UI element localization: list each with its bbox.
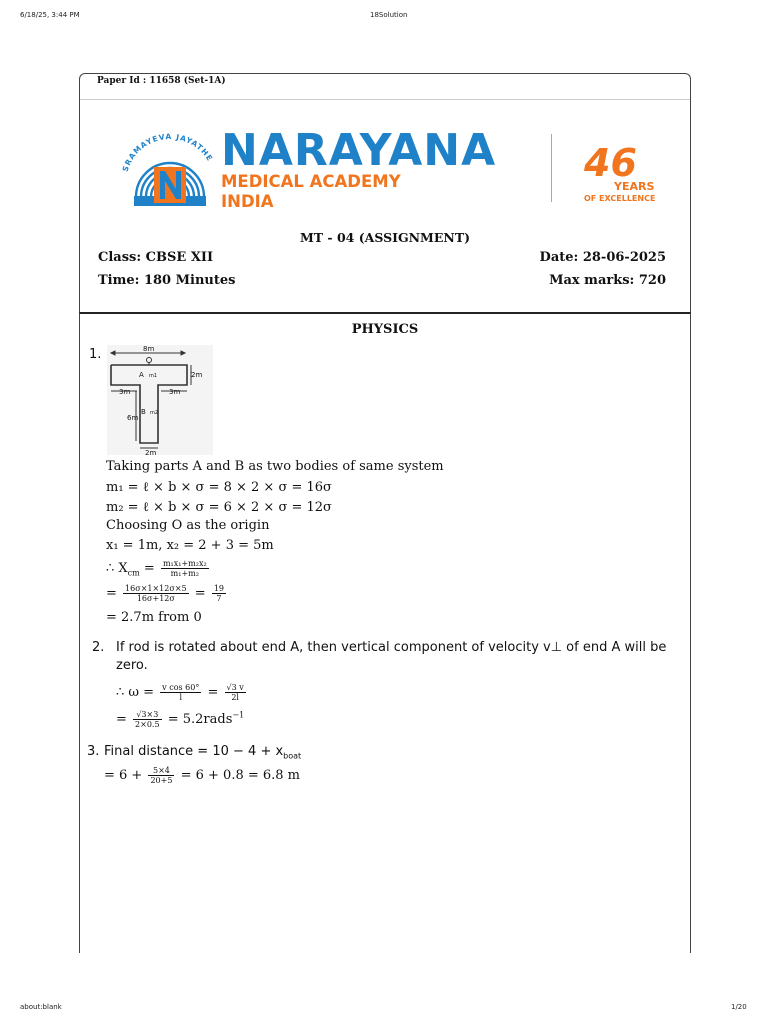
figure-label-height: 6m — [127, 414, 139, 422]
header-divider — [80, 99, 690, 100]
q1-line1: Taking parts A and B as two bodies of same system — [106, 459, 444, 474]
q1-line7-fraction — [123, 584, 189, 603]
logo-divider — [551, 134, 552, 202]
q2-line1-lhs: ∴ ω = — [116, 685, 155, 700]
q1-line6-den: m₁+m₂ — [170, 569, 199, 578]
q3-line1-rhs: = 6 + 0.8 = 6.8 m — [180, 768, 301, 783]
exam-class: Class: CBSE XII — [98, 250, 214, 265]
years-tag: OF EXCELLENCE — [584, 194, 656, 203]
q2-line2-sup: −1 — [232, 710, 245, 720]
q2-line1-eq: = — [207, 685, 219, 700]
q2-line2-fraction — [133, 710, 162, 729]
years-badge-icon — [582, 138, 662, 204]
q3-text — [104, 744, 301, 761]
q1-line7-num: 16σ×1×12σ×5 — [125, 584, 187, 593]
narayana-emblem-icon — [114, 127, 226, 209]
q3-text-sub: boat — [283, 751, 302, 761]
figure-label-b: B — [141, 408, 146, 416]
svg-text:SRAMAYEVA JAYATHE — [121, 132, 215, 173]
q3-line1-fraction — [148, 766, 174, 785]
q1-line8: = 2.7m from 0 — [106, 610, 202, 625]
q2-line2-den: 2×0.5 — [135, 720, 160, 729]
question-number: 1. — [89, 347, 102, 362]
q1-line2: m₁ = ℓ × b × σ = 8 × 2 × σ = 16σ — [106, 480, 332, 495]
q2-line1-den2: 2l — [231, 693, 239, 702]
figure-label-right: 3m — [169, 388, 181, 396]
q2-text1: If rod is rotated about end A, then vertical component of velocity v⊥ of end A will be — [116, 640, 667, 655]
q3-text-main: Final distance = 10 − 4 + x — [104, 744, 284, 759]
t-shape-figure — [107, 345, 213, 455]
q1-line7 — [106, 584, 228, 603]
section-title: PHYSICS — [351, 322, 419, 337]
print-page-title: 18Solution — [370, 11, 408, 19]
logo-motto: SRAMAYEVA JAYATHE — [120, 131, 215, 173]
figure-label-m2: m2 — [150, 410, 159, 416]
q1-line6-eq: = — [143, 561, 155, 576]
q1-line6-lhs: ∴ X — [106, 561, 128, 576]
q2-line1 — [116, 683, 248, 702]
q2-line1-fraction2 — [225, 683, 246, 702]
q3-line1-lhs: = 6 + — [104, 768, 143, 783]
q1-line7-fraction2 — [212, 584, 226, 603]
q1-line7-eq: = — [106, 586, 117, 601]
q2-line1-fraction — [160, 683, 201, 702]
q1-line7-num2: 19 — [213, 584, 224, 593]
q1-line7-eq2: = — [194, 586, 206, 601]
q1-line4: Choosing O as the origin — [106, 518, 270, 533]
q1-line6-num: m₁x₁+m₂x₂ — [162, 559, 207, 568]
q1-line6-fraction — [161, 559, 209, 578]
q2-text2: zero. — [116, 658, 148, 673]
q2-line1-num2: √3 v — [226, 683, 244, 692]
brand-subtitle — [221, 172, 401, 212]
brand-sub-line1: MEDICAL ACADEMY — [221, 172, 401, 191]
q3-line1 — [104, 766, 300, 785]
paper-id: Paper Id : 11658 (Set-1A) — [97, 76, 226, 86]
figure-label-top: 8m — [143, 345, 155, 353]
q2-line1-num: v cos 60° — [162, 683, 200, 692]
figure-label-bottom: 2m — [145, 449, 157, 455]
exam-time: Time: 180 Minutes — [98, 273, 236, 288]
q2-line2-rhs: = 5.2rads — [167, 712, 233, 727]
q3-line1-den: 20+5 — [150, 776, 173, 785]
exam-date: Date: 28-06-2025 — [539, 250, 666, 265]
figure-label-side: 2m — [191, 371, 203, 379]
exam-title: MT - 04 (ASSIGNMENT) — [299, 230, 471, 245]
q1-line6 — [106, 559, 211, 578]
print-page-count: 1/20 — [731, 1003, 747, 1011]
figure-label-a: A — [139, 371, 144, 379]
q2-line2-num: √3×3 — [133, 710, 162, 720]
brand-name: NARAYANA — [221, 125, 497, 176]
figure-label-left: 3m — [119, 388, 131, 396]
years-word: YEARS — [614, 180, 655, 193]
narayana-logo — [114, 127, 226, 209]
q3-line1-num: 5×4 — [148, 766, 174, 776]
q2-line2 — [116, 710, 244, 729]
years-number: 46 — [584, 141, 637, 185]
question-number: 3. — [87, 744, 100, 759]
q1-line5: x₁ = 1m, x₂ = 2 + 3 = 5m — [106, 538, 274, 553]
q1-line3: m₂ = ℓ × b × σ = 6 × 2 × σ = 12σ — [106, 500, 332, 515]
print-url: about:blank — [20, 1003, 62, 1011]
figure-label-m1: m1 — [149, 373, 158, 379]
q2-line1-den: l — [179, 693, 183, 702]
q1-line6-sub: cm — [127, 568, 140, 578]
years-badge — [582, 138, 662, 204]
exam-max-marks: Max marks: 720 — [549, 273, 666, 288]
brand-sub-line2: INDIA — [221, 192, 274, 211]
question-number: 2. — [92, 640, 105, 655]
q1-line7-den2: 7 — [216, 594, 222, 603]
print-datetime: 6/18/25, 3:44 PM — [20, 11, 80, 19]
q2-line2-eq: = — [116, 712, 127, 727]
t-shape-diagram-icon — [107, 345, 213, 455]
q1-line7-den: 16σ+12σ — [136, 594, 175, 603]
